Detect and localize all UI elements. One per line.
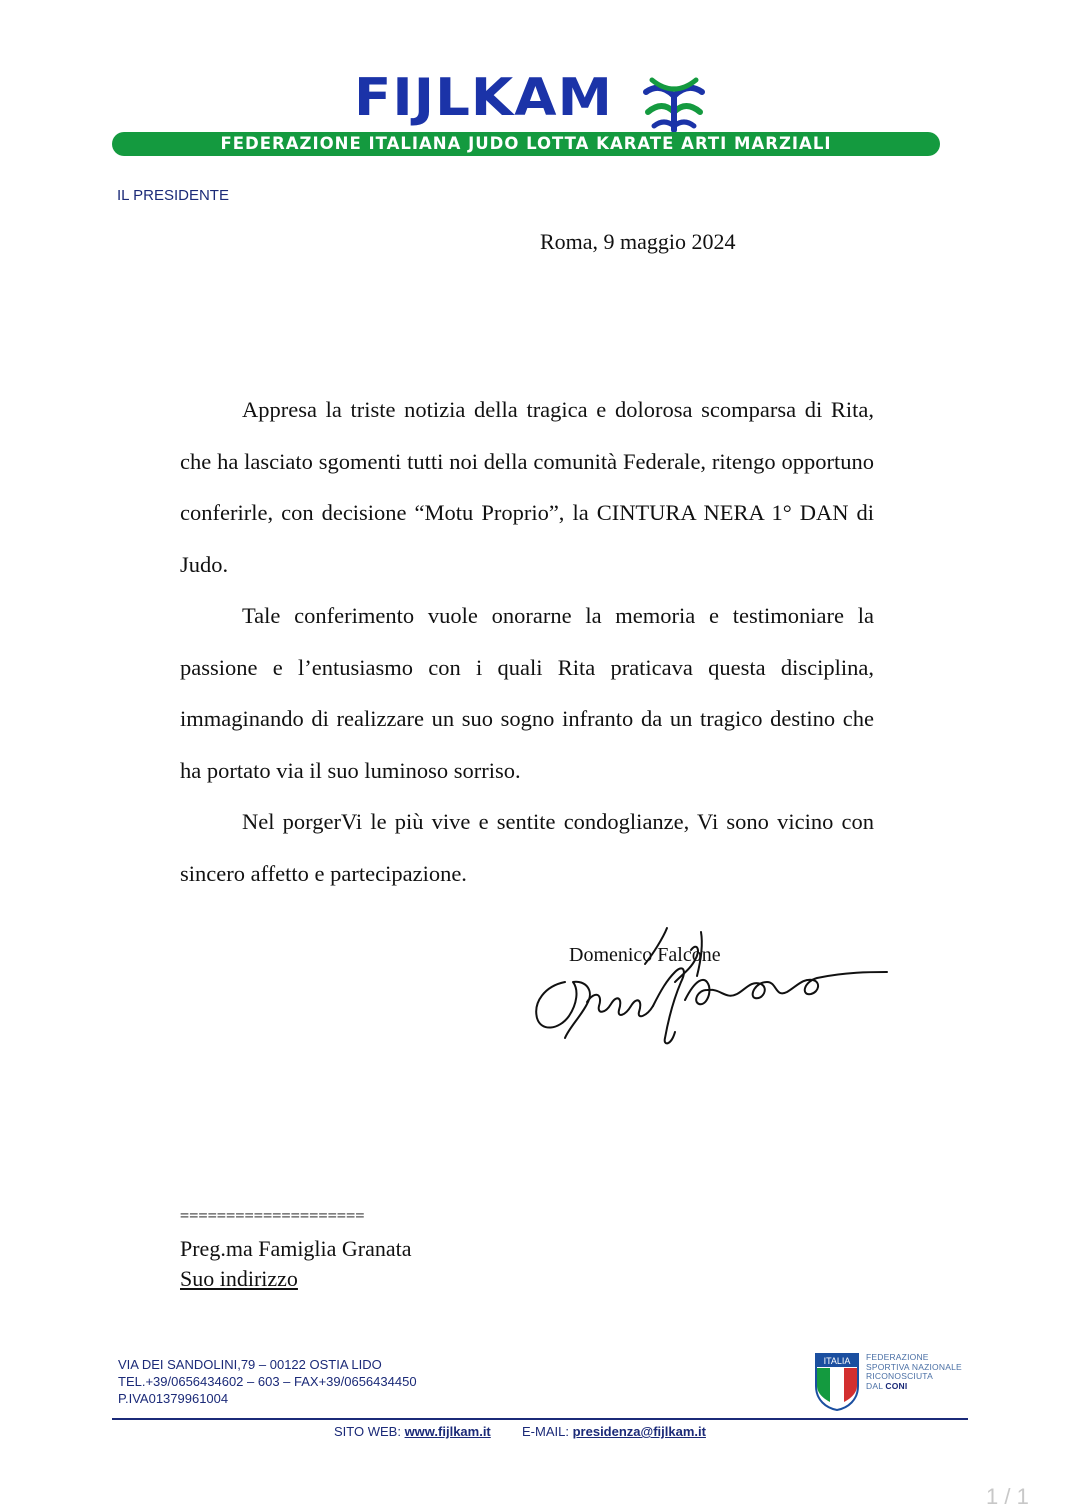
website-link[interactable]: www.fijlkam.it: [404, 1424, 491, 1439]
footer-phone: TEL.+39/0656434602 – 603 – FAX+39/0656434450: [118, 1374, 417, 1389]
footer-vat: P.IVA01379961004: [118, 1391, 229, 1406]
coni-label: [866, 1353, 962, 1391]
letter-body: [180, 384, 874, 899]
federation-name-banner: FEDERAZIONE ITALIANA JUDO LOTTA KARATE ARTI MARZIALI: [112, 132, 940, 156]
email-link[interactable]: presidenza@fijlkam.it: [572, 1424, 706, 1439]
coni-line-1: FEDERAZIONE: [866, 1352, 929, 1362]
paragraph-3: Nel porgerVi le più vive e sentite condoglianze, Vi sono vicino con sincero affetto e partecipazione.: [180, 809, 874, 886]
recipient-block: [180, 1234, 412, 1294]
coni-line-2: SPORTIVA NAZIONALE: [866, 1361, 962, 1372]
coni-line-4-bold: CONI: [885, 1380, 908, 1391]
handwritten-signature: [525, 920, 895, 1060]
italia-shield-icon: [814, 1352, 860, 1412]
page-indicator: 1 / 1: [986, 1484, 1029, 1509]
letterhead-logo: [112, 68, 947, 168]
separator-line: ====================: [180, 1206, 365, 1224]
web-label: SITO WEB:: [334, 1424, 401, 1439]
signature-block: [525, 920, 895, 1060]
footer-divider: [112, 1418, 968, 1420]
logo-wordmark: FIJLKAM: [354, 68, 613, 128]
email-label: E-MAIL:: [522, 1424, 569, 1439]
paragraph-1: Appresa la triste notizia della tragica e dolorosa scomparsa di Rita, che ha lasciato sgomenti tutti noi della comunità Federale, ritengo opportuno conferirle, con decisione “Motu Proprio”, la CINTURA NERA 1° DAN di Judo.: [180, 397, 874, 577]
footer-address: VIA DEI SANDOLINI,79 – 00122 OSTIA LIDO: [118, 1357, 382, 1372]
coni-line-4-prefix: DAL: [866, 1380, 883, 1391]
footer-web-contacts: [334, 1424, 706, 1439]
shield-label: ITALIA: [823, 1356, 851, 1366]
fijlkam-emblem-icon: [642, 74, 706, 132]
footer-contact-info: [118, 1356, 417, 1407]
recipient-name: Preg.ma Famiglia Granata: [180, 1236, 412, 1261]
coni-line-4: [866, 1382, 962, 1392]
signatory-name: Domenico Falcone: [569, 944, 721, 966]
coni-recognition-badge: [812, 1352, 972, 1412]
recipient-address: Suo indirizzo: [180, 1266, 298, 1291]
office-label: IL PRESIDENTE: [117, 187, 229, 204]
paragraph-2: Tale conferimento vuole onorarne la memoria e testimoniare la passione e l’entusiasmo con i quali Rita praticava questa disciplina, immaginando di realizzare un suo sogno infranto da un tragico destino che ha portato via il suo luminoso sorriso.: [180, 603, 874, 783]
coni-line-3: RICONOSCIUTA: [866, 1371, 933, 1381]
letter-date: Roma, 9 maggio 2024: [540, 229, 736, 254]
